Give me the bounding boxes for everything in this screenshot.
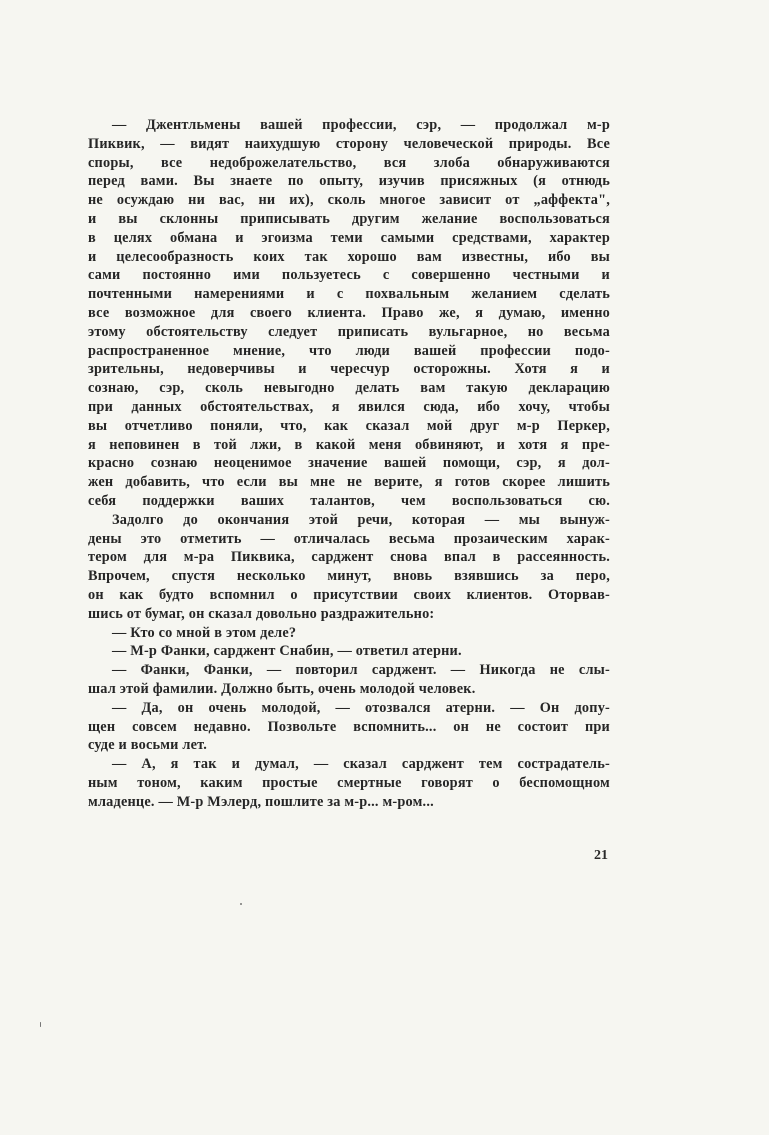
text-line: красно сознаю неоценимое значение вашей помощи, сэр, я дол-	[88, 455, 610, 472]
text-line: ным тоном, каким простые смертные говорят о беспомощном	[88, 774, 610, 791]
text-line: в целях обмана и эгоизма теми самыми средствами, характер	[88, 229, 610, 246]
text-line: шал этой фамилии. Должно быть, очень молодой человек.	[88, 680, 476, 697]
text-line: — Кто со мной в этом деле?	[112, 624, 297, 641]
text-line: себя поддержки ваших талантов, чем воспользоваться сю.	[88, 492, 610, 509]
text-line: почтенными намерениями и с похвальным желанием сделать	[88, 286, 610, 303]
text-line: зрительны, недоверчивы и чересчур осторожны. Хотя я и	[88, 361, 610, 378]
page-number: 21	[594, 848, 608, 863]
text-line: тером для м-ра Пиквика, сарджент снова впал в рассеянность.	[88, 549, 610, 566]
text-line: Пиквик, — видят наихудшую сторону человеческой природы. Все	[88, 135, 610, 152]
text-line: сознаю, сэр, сколь невыгодно делать вам такую декларацию	[88, 380, 610, 397]
text-line: споры, все недоброжелательство, вся злоба обнаруживаются	[88, 154, 610, 171]
body-text	[88, 116, 610, 811]
text-line: и вы склонны приписывать другим желание воспользоваться	[88, 210, 610, 227]
text-line: он как будто вспомнил о присутствии своих клиентов. Оторвав-	[88, 586, 610, 603]
text-line: младенце. — М-р Мэлерд, пошлите за м-р... м-ром...	[88, 793, 434, 810]
text-line: — Джентльмены вашей профессии, сэр, — продолжал м-р	[112, 117, 610, 133]
text-line: — Фанки, Фанки, — повторил сарджент. — Никогда не слы-	[112, 662, 610, 679]
text-line: Впрочем, спустя несколько минут, вновь взявшись за перо,	[88, 568, 610, 585]
text-line: дены это отметить — отличалась весьма прозаическим харак-	[88, 530, 610, 547]
text-line: щен совсем недавно. Позвольте вспомнить... он не состоит при	[88, 718, 610, 735]
text-line: распространенное мнение, что люди вашей профессии подо-	[88, 342, 610, 359]
text-line: перед вами. Вы знаете по опыту, изучив присяжных (я отнюдь	[88, 173, 610, 190]
text-line: вы отчетливо поняли, что, как сказал мой друг м-р Перкер,	[88, 417, 610, 434]
text-line: все возможное для своего клиента. Право же, я думаю, именно	[88, 304, 610, 321]
text-line: шись от бумаг, он сказал довольно раздражительно:	[88, 605, 435, 622]
text-line: — Да, он очень молодой, — отозвался атерни. — Он допу-	[112, 699, 610, 716]
paper-speck	[40, 1022, 41, 1027]
text-line: сами постоянно ими пользуетесь с совершенно честными и	[88, 267, 610, 284]
text-line: — М-р Фанки, сарджент Снабин, — ответил атерни.	[112, 643, 462, 660]
paper-speck	[240, 903, 242, 905]
text-line: и целесообразность коих так хорошо вам известны, ибо вы	[88, 248, 610, 265]
text-line: Задолго до окончания этой речи, которая — мы вынуж-	[112, 511, 610, 528]
text-line: не осуждаю ни вас, ни их), сколь многое зависит от „аффекта",	[88, 192, 610, 209]
text-line: суде и восьми лет.	[88, 737, 208, 754]
text-line: жен добавить, что если вы мне не верите, я готов скорее лишить	[88, 474, 610, 491]
text-line: — А, я так и думал, — сказал сарджент тем сострадатель-	[112, 756, 610, 773]
text-line: при данных обстоятельствах, я явился сюда, ибо хочу, чтобы	[88, 398, 610, 415]
text-line: я неповинен в той лжи, в какой меня обвиняют, и хотя я пре-	[88, 436, 610, 453]
text-line: этому обстоятельству следует приписать вульгарное, но весьма	[88, 323, 610, 340]
